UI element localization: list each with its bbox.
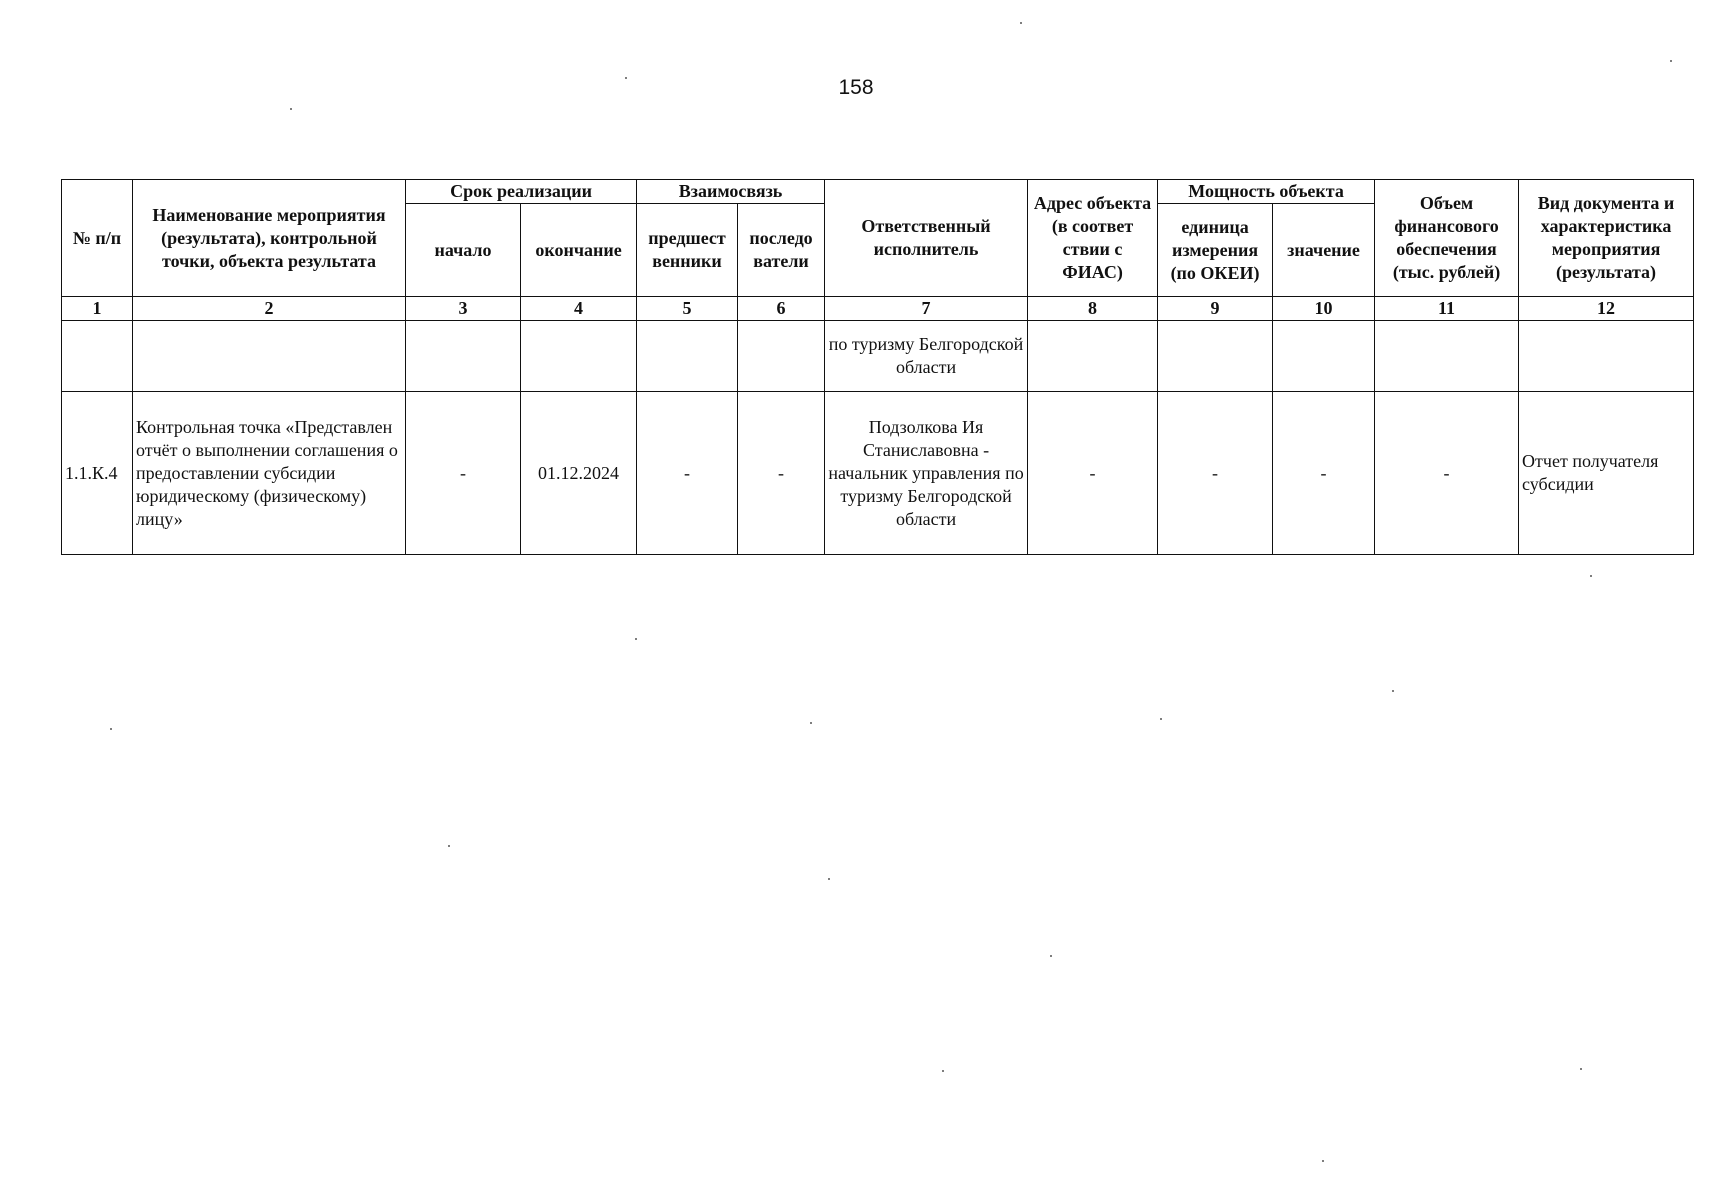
header-name: Наименование мероприятия (результата), контрольной точки, объекта результата <box>133 180 406 297</box>
row-doc-type: Отчет получателя субсидии <box>1519 392 1694 555</box>
row-responsible: Подзолкова Ия Станиславовна - начальник управления по туризму Белгородской области <box>825 392 1028 555</box>
scan-speck <box>635 638 637 640</box>
scan-speck <box>1580 1068 1582 1070</box>
column-number: 1 <box>62 297 133 321</box>
column-number: 12 <box>1519 297 1694 321</box>
scan-speck <box>110 728 112 730</box>
empty-cell <box>1273 321 1375 392</box>
column-number: 10 <box>1273 297 1375 321</box>
header-capacity-value: значение <box>1273 204 1375 297</box>
column-number: 7 <box>825 297 1028 321</box>
header-term-start: начало <box>406 204 521 297</box>
empty-cell <box>1028 321 1158 392</box>
scan-speck <box>625 77 627 79</box>
header-relation-next: последо ватели <box>738 204 825 297</box>
row-next: - <box>738 392 825 555</box>
column-number: 9 <box>1158 297 1273 321</box>
empty-cell <box>1375 321 1519 392</box>
empty-cell <box>406 321 521 392</box>
empty-cell <box>738 321 825 392</box>
row-end: 01.12.2024 <box>521 392 637 555</box>
row-value: - <box>1273 392 1375 555</box>
column-number-row <box>62 297 1694 321</box>
scan-speck <box>810 722 812 724</box>
row-unit: - <box>1158 392 1273 555</box>
continuation-row <box>62 321 1694 392</box>
header-relation: Взаимосвязь <box>637 180 825 204</box>
header-finance: Объем финансового обеспечения (тыс. рублей) <box>1375 180 1519 297</box>
scan-speck <box>1392 690 1394 692</box>
header-capacity: Мощность объекта <box>1158 180 1375 204</box>
header-responsible: Ответственный исполнитель <box>825 180 1028 297</box>
scan-speck <box>290 108 292 110</box>
header-capacity-unit: единица измерения (по ОКЕИ) <box>1158 204 1273 297</box>
column-number: 11 <box>1375 297 1519 321</box>
row-finance: - <box>1375 392 1519 555</box>
row-prev: - <box>637 392 738 555</box>
activities-table <box>61 179 1694 555</box>
table-row <box>62 392 1694 555</box>
empty-cell <box>637 321 738 392</box>
header-doc-type: Вид документа и характеристика мероприятия (результата) <box>1519 180 1694 297</box>
continuation-responsible: по туризму Белгородской области <box>825 321 1028 392</box>
empty-cell <box>133 321 406 392</box>
row-name: Контрольная точка «Представлен отчёт о выполнении соглашения о предоставлении субсидии юридическому (физическому) лицу» <box>133 392 406 555</box>
empty-cell <box>1158 321 1273 392</box>
column-number: 2 <box>133 297 406 321</box>
empty-cell <box>62 321 133 392</box>
header-num: № п/п <box>62 180 133 297</box>
scan-speck <box>448 845 450 847</box>
page-number: 158 <box>838 76 874 99</box>
scan-speck <box>1670 60 1672 62</box>
empty-cell <box>521 321 637 392</box>
row-address: - <box>1028 392 1158 555</box>
row-start: - <box>406 392 521 555</box>
column-number: 3 <box>406 297 521 321</box>
column-number: 8 <box>1028 297 1158 321</box>
scan-speck <box>828 878 830 880</box>
header-term: Срок реализации <box>406 180 637 204</box>
scan-speck <box>1020 22 1022 24</box>
scan-speck <box>1050 955 1052 957</box>
header-address: Адрес объекта (в соответ ствии с ФИАС) <box>1028 180 1158 297</box>
empty-cell <box>1519 321 1694 392</box>
scan-speck <box>1590 575 1592 577</box>
scan-speck <box>1322 1160 1324 1162</box>
header-relation-prev: предшест венники <box>637 204 738 297</box>
row-num: 1.1.К.4 <box>62 392 133 555</box>
scan-speck <box>942 1070 944 1072</box>
column-number: 4 <box>521 297 637 321</box>
scan-speck <box>1160 718 1162 720</box>
column-number: 5 <box>637 297 738 321</box>
header-term-end: окончание <box>521 204 637 297</box>
column-number: 6 <box>738 297 825 321</box>
